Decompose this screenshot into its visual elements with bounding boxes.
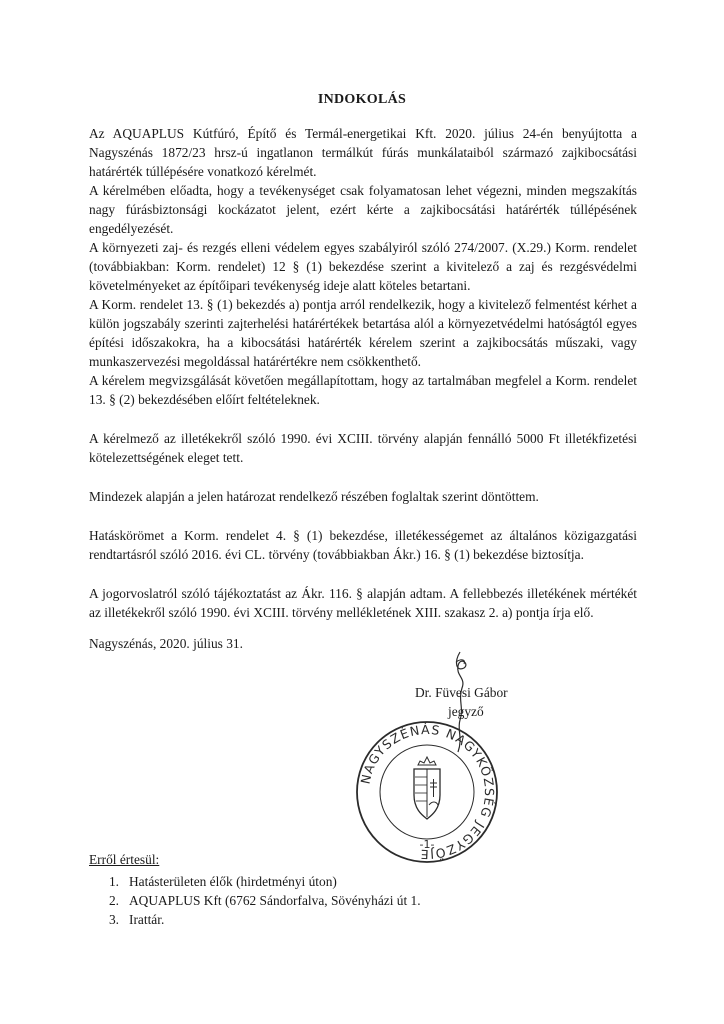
paragraph-fee: A kérelmező az illetékekről szóló 1990. évi XCIII. törvény alapján fennálló 5000 Ft illetékfizetési kötelezettségének eleget tett. — [89, 431, 637, 465]
paragraph-remedy: A jogorvoslatról szóló tájékoztatást az Ákr. 116. § alapján adtam. A fellebbezés illetékének mértékét az illetékekről szóló 1990. évi XCIII. törvény mellékletének XIII. szakasz 2. a) pontja írja elő. — [89, 586, 637, 620]
justification-body — [89, 124, 637, 622]
list-item — [89, 891, 421, 910]
paragraph-exemption-rule: A Korm. rendelet 13. § (1) bekezdés a) pontja arról rendelkezik, hogy a kivitelező felmentést kérhet a külön jogszabály szerinti zajterhelési határértékek betartása alól a környezetvédelmi hatóságtól egyes építési időszakokra, ha a kibocsátási határérték kérelem szerint a zajkibocsátás műszaki, vagy munkaszervezési megoldással határértékre nem csökkenthető. — [89, 297, 637, 369]
official-seal — [352, 717, 502, 867]
list-item — [89, 910, 421, 929]
list-item-number: 3. — [108, 912, 119, 927]
list-item — [89, 872, 421, 891]
list-item-number: 1. — [108, 874, 119, 889]
recipients-heading: Erről értesül: — [89, 852, 160, 867]
paragraph-assessment: A kérelem megvizsgálását követően megállapítottam, hogy az tartalmában megfelel a Korm. rendelet 13. § (2) bekezdésében előírt feltételeknek. — [89, 373, 637, 407]
paragraph-legal-basis: A környezeti zaj- és rezgés elleni védelem egyes szabályiról szóló 274/2007. (X.29.) Korm. rendelet (továbbiakban: Korm. rendelet) 12 § (1) bekezdése szerint a kivitelező a zaj és rezgésvédelmi követelményeket az építőipari tevékenység ideje alatt köteles betartani. — [89, 240, 637, 293]
paragraph-competence: Hatáskörömet a Korm. rendelet 4. § (1) bekezdése, illetékességemet az általános közigazgatási rendtartásról szóló 2016. évi CL. törvény (továbbiakban Ákr.) 16. § (1) bekezdése biztosítja. — [89, 528, 637, 562]
list-item-text: Irattár. — [129, 912, 165, 927]
paragraph-decision: Mindezek alapján a jelen határozat rendelkező részében foglaltak szerint döntöttem. — [89, 489, 539, 504]
signatory-name: Dr. Füvesi Gábor — [415, 685, 508, 700]
list-item-text: Hatásterületen élők (hirdetményi úton) — [129, 874, 337, 889]
document-title: INDOKOLÁS — [317, 92, 407, 107]
signatory-role: jegyző — [448, 704, 484, 719]
paragraph-request: Az AQUAPLUS Kútfúró, Építő és Termál-energetikai Kft. 2020. július 24-én benyújtotta a Nagyszénás 1872/23 hrsz-ú ingatlanon termálkút fúrás munkálataiból származó zajkibocsátási határérték túllépésére vonatkozó kérelmét. — [89, 126, 637, 179]
list-item-number: 2. — [108, 893, 119, 908]
recipients-list — [89, 872, 421, 929]
list-item-text: AQUAPLUS Kft (6762 Sándorfalva, Sövényházi út 1. — [129, 893, 421, 908]
place-and-date: Nagyszénás, 2020. július 31. — [89, 636, 243, 651]
seal-number: -1- — [419, 838, 435, 851]
seal-ring-text: NAGYSZÉNÁS NAGYKÖZSÉG JEGYZŐJE — [357, 721, 498, 863]
paragraph-argument: A kérelmében előadta, hogy a tevékenységet csak folyamatosan lehet végezni, minden megszakítás nagy fúrásbiztonsági kockázatot jelent, ezért kérte a zajkibocsátási határérték túllépésének engedélyezését. — [89, 183, 637, 236]
coat-of-arms-icon — [414, 757, 440, 819]
